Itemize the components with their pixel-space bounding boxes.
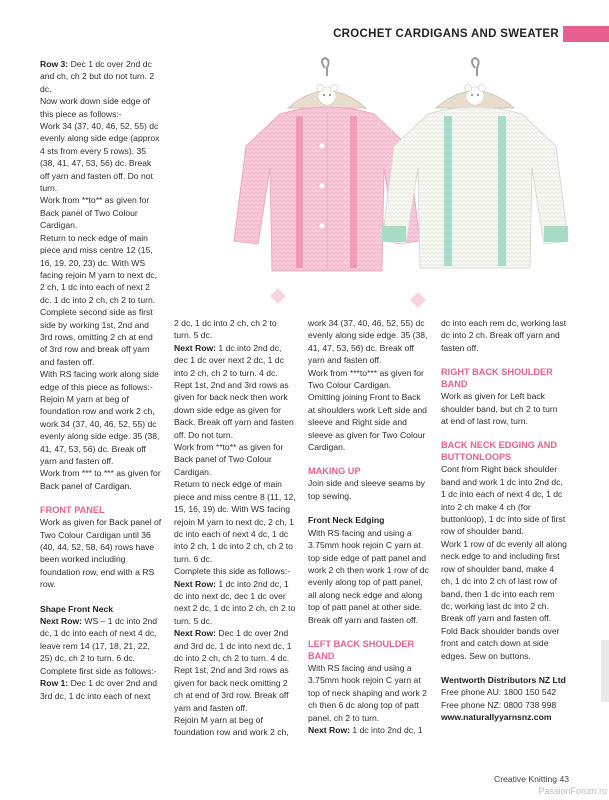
paragraph — [441, 699, 567, 711]
column-4 — [441, 317, 567, 724]
watermark: PassionForum.ru — [538, 786, 607, 796]
subheading — [40, 603, 162, 615]
subheading — [308, 514, 430, 526]
text-run: Free phone AU: 1800 150 542 — [441, 687, 557, 698]
text-run: Dec 1 dc over 2nd and 3rd dc, 1 dc into next dc, 1 dc into 2 ch, ch 2 to turn. 4 dc. — [174, 628, 292, 663]
text-run: Work from ***to*** as given for Two Colour Cardigan. — [308, 367, 424, 391]
section-heading — [441, 439, 567, 463]
text-run: Rept 1st, 2nd and 3rd rows as given for back neck omitting 2 ch at end of 3rd row. Break off yarn and fasten off. — [174, 665, 289, 713]
text-run: Work from **to** as given for Back panel of Two Colour Cardigan. — [174, 442, 284, 477]
row-label: Next Row: — [174, 342, 219, 353]
text-run: Shape Front Neck — [40, 603, 114, 614]
paragraph — [40, 306, 162, 368]
paragraph — [441, 390, 567, 427]
text-run: Join side and sleeve seams by top sewing. — [308, 478, 426, 501]
mint-cardigan — [382, 107, 568, 268]
text-run: Work 1 row of dc evenly all along neck edge to and including first row of shoulder band, make 4 ch, 1 dc into 2 ch of last row of band, then 1 dc into each rem dc, working last dc into 2 ch. Break off yarn and fasten off. — [441, 538, 567, 624]
section-header: CROCHET CARDIGANS AND SWEATER — [333, 28, 559, 40]
paragraph — [174, 714, 296, 739]
paragraph — [40, 232, 162, 306]
section-heading — [441, 366, 567, 390]
section-heading — [40, 504, 162, 516]
text-run: Complete this side as follows:- — [174, 566, 291, 577]
paragraph — [174, 565, 296, 577]
section-heading — [308, 465, 430, 477]
text-run: Work from *** to *** as given for Back panel of Cardigan. — [40, 468, 161, 491]
spacer — [40, 591, 162, 603]
paragraph — [441, 317, 567, 354]
paragraph — [40, 615, 162, 665]
cardigans-photo — [170, 56, 570, 308]
text-run: LEFT BACK SHOULDER BAND — [308, 638, 415, 661]
paragraph — [174, 317, 296, 342]
text-run: work 34 (37, 40, 46, 52, 55) dc evenly along side edge. 35 (38, 41, 47, 53, 56) dc. Break off yarn and fasten off. — [308, 318, 428, 366]
paragraph — [174, 478, 296, 565]
text-run: Work as given for Left back shoulder band, but ch 2 to turn at end of last row, turn. — [441, 391, 558, 427]
paragraph — [441, 538, 567, 625]
paragraph — [40, 58, 162, 95]
spacer — [308, 453, 430, 465]
paragraph — [308, 662, 430, 724]
paragraph — [40, 467, 162, 492]
hook-right-icon — [472, 58, 479, 76]
column-3 — [308, 317, 430, 736]
text-run: 1 dc into 2nd dc, dec 1 dc over next 2 dc, 1 dc into 2 ch, ch 2 to turn. 4 dc. — [174, 342, 284, 378]
row-label: Next Row: — [174, 578, 219, 589]
row-label: Next Row: — [40, 616, 85, 627]
text-run: Work from **to** as given for Back panel of Two Colour Cardigan. — [40, 195, 150, 231]
page-footer — [494, 774, 569, 784]
text-run: 2 dc, 1 dc into 2 ch, ch 2 to turn. 5 dc. — [174, 318, 277, 341]
text-run: Fold Back shoulder bands over front and catch down at side edges. Sew on buttons. — [441, 625, 560, 661]
paragraph — [174, 578, 296, 628]
row-label: Next Row: — [308, 724, 353, 735]
paragraph — [40, 665, 162, 677]
text-run: Cont from Right back shoulder band and work 1 dc into 2nd dc, 1 dc into each of next 4 dc, 1 dc into 2 ch make 4 ch (for buttonloop), 1 dc into side of first row of shoulder band. — [441, 464, 566, 537]
paragraph — [40, 677, 162, 702]
text-run: FRONT PANEL — [40, 505, 105, 516]
spacer — [441, 354, 567, 366]
paragraph — [40, 516, 162, 590]
paragraph — [40, 368, 162, 393]
text-run: Work 34 (37, 40, 46, 52, 55) dc evenly along side edge (approx 4 sts from every 5 rows). 35 (38, 41, 47, 53, 56) dc. Break off yarn and fasten off. Do not turn. — [40, 121, 160, 194]
text-run: Now work down side edge of this piece as follows:- — [40, 96, 150, 119]
header-accent-bar — [563, 26, 609, 42]
text-run: Rept 1st, 2nd and 3rd rows as given for back neck then work down side edge as given for Back. Break off yarn and fasten off. Do not turn. — [174, 380, 294, 440]
text-run: MAKING UP — [308, 466, 361, 477]
spacer — [40, 492, 162, 504]
paragraph — [174, 379, 296, 441]
text-run: 1 dc into 2nd dc, 1 dc into next dc, dec 1 dc over next 2 dc, 1 dc into 2 ch, ch 2 to turn. 5 dc. — [174, 578, 296, 626]
text-run: Dec 1 dc over 2nd and 3rd dc, 1 dc into each of next — [40, 678, 158, 701]
paragraph — [308, 724, 430, 736]
text-run: dc into each rem dc, working last dc into 2 ch. Break off yarn and fasten off. — [441, 318, 567, 353]
spacer — [441, 662, 567, 674]
text-run: Rejoin M yarn at beg of foundation row and work 2 ch, work 34 (37, 40, 46, 52, 55) dc evenly along side edge. 35 (38, 41, 47, 53, 56) dc. Break off yarn and fasten off. — [40, 393, 160, 466]
paragraph — [441, 625, 567, 662]
text-run: Dec 1 dc over 2nd dc and ch, ch 2 but do not turn. 2 dc. — [40, 59, 155, 94]
edge-tab — [601, 640, 609, 702]
spacer — [441, 427, 567, 439]
spacer — [308, 502, 430, 514]
section-heading — [308, 638, 430, 662]
paragraph — [174, 627, 296, 664]
paragraph — [40, 120, 162, 194]
paragraph — [308, 477, 430, 502]
subheading — [441, 711, 567, 723]
column-1 — [40, 58, 162, 702]
spacer — [308, 626, 430, 638]
text-run: Work as given for Back panel of Two Colour Cardigan until 36 (40, 44, 52, 58, 64) rows have been worked including foundation row, end with a RS row. — [40, 517, 162, 590]
paragraph — [40, 194, 162, 231]
row-label: Row 1: — [40, 678, 71, 689]
paragraph — [308, 527, 430, 626]
subheading — [441, 674, 567, 686]
paragraph — [40, 393, 162, 467]
column-2 — [174, 317, 296, 739]
text-run: With RS facing and using a 3.75mm hook rejoin C yarn at top of neck shaping and work 2 ch then 6 dc along top of patt panel, ch 2 to turn. — [308, 662, 427, 723]
text-run: www.naturallyyarnsnz.com — [441, 712, 552, 723]
text-run: Rejoin M yarn at beg of foundation row and work 2 ch, — [174, 715, 289, 738]
text-run: BACK NECK EDGING AND BUTTONLOOPS — [441, 440, 558, 463]
row-label: Next Row: — [174, 628, 219, 639]
text-run: Wentworth Distributors NZ Ltd — [441, 674, 566, 685]
paragraph — [40, 95, 162, 120]
text-run: WS – 1 dc into 2nd dc, 1 dc into each of next 4 dc, leave rem 14 (17, 18, 21, 22, 25) dc, ch 2 to turn. 6 dc. — [40, 616, 158, 664]
paragraph — [308, 367, 430, 392]
text-run: Complete first side as follows:- — [40, 665, 157, 676]
paragraph — [441, 463, 567, 537]
text-run: With RS facing work along side edge of this piece as follows:- — [40, 369, 159, 392]
magazine-title: Creative Knitting — [493, 774, 558, 784]
paragraph — [174, 342, 296, 379]
text-run: Free phone NZ: 0800 738 998 — [441, 699, 557, 710]
text-run: Return to neck edge of main piece and miss centre 8 (11, 12, 15, 16, 19) dc. With WS facing rejoin M yarn to next dc, 2 ch, 1 dc into each of next 4 dc, 1 dc into 2 ch, 1 dc into 2 ch, ch 2 to turn. 6 dc. — [174, 479, 296, 564]
paragraph — [174, 441, 296, 478]
text-run: Omitting joining Front to Back at shoulders work Left side and sleeve and Right side and sleeve as given for Two Colour Cardigan. — [308, 392, 427, 453]
text-run: 1 dc into 2nd dc, 1 — [352, 724, 423, 735]
paragraph — [174, 664, 296, 714]
text-run: With RS facing and using a 3.75mm hook rejoin C yarn at top side edge of patt panel and work 2 ch then work 1 row of dc evenly along top of patt panel, all along neck edge and along top of patt panel at other side. Break off yarn and fasten off. — [308, 527, 429, 625]
paragraph — [308, 391, 430, 453]
text-run: Front Neck Edging — [308, 515, 385, 526]
paragraph — [441, 686, 567, 698]
text-run: Return to neck edge of main piece and miss centre 12 (15, 16, 19, 20, 23) dc. With WS facing rejoin M yarn to next dc, 2 ch, 1 dc into each of next 2 dc. 1 dc into 2 ch, ch 2 to turn. — [40, 232, 158, 305]
hook-left-icon — [322, 58, 329, 76]
row-label: Row 3: — [40, 59, 71, 69]
page-number: 43 — [559, 774, 569, 784]
text-run: Complete second side as first side by working 1st, 2nd and 3rd rows, omitting 2 ch at end of 3rd row and break off yarn and fasten off. — [40, 307, 153, 367]
paragraph — [308, 317, 430, 367]
text-run: RIGHT BACK SHOULDER BAND — [441, 367, 553, 390]
